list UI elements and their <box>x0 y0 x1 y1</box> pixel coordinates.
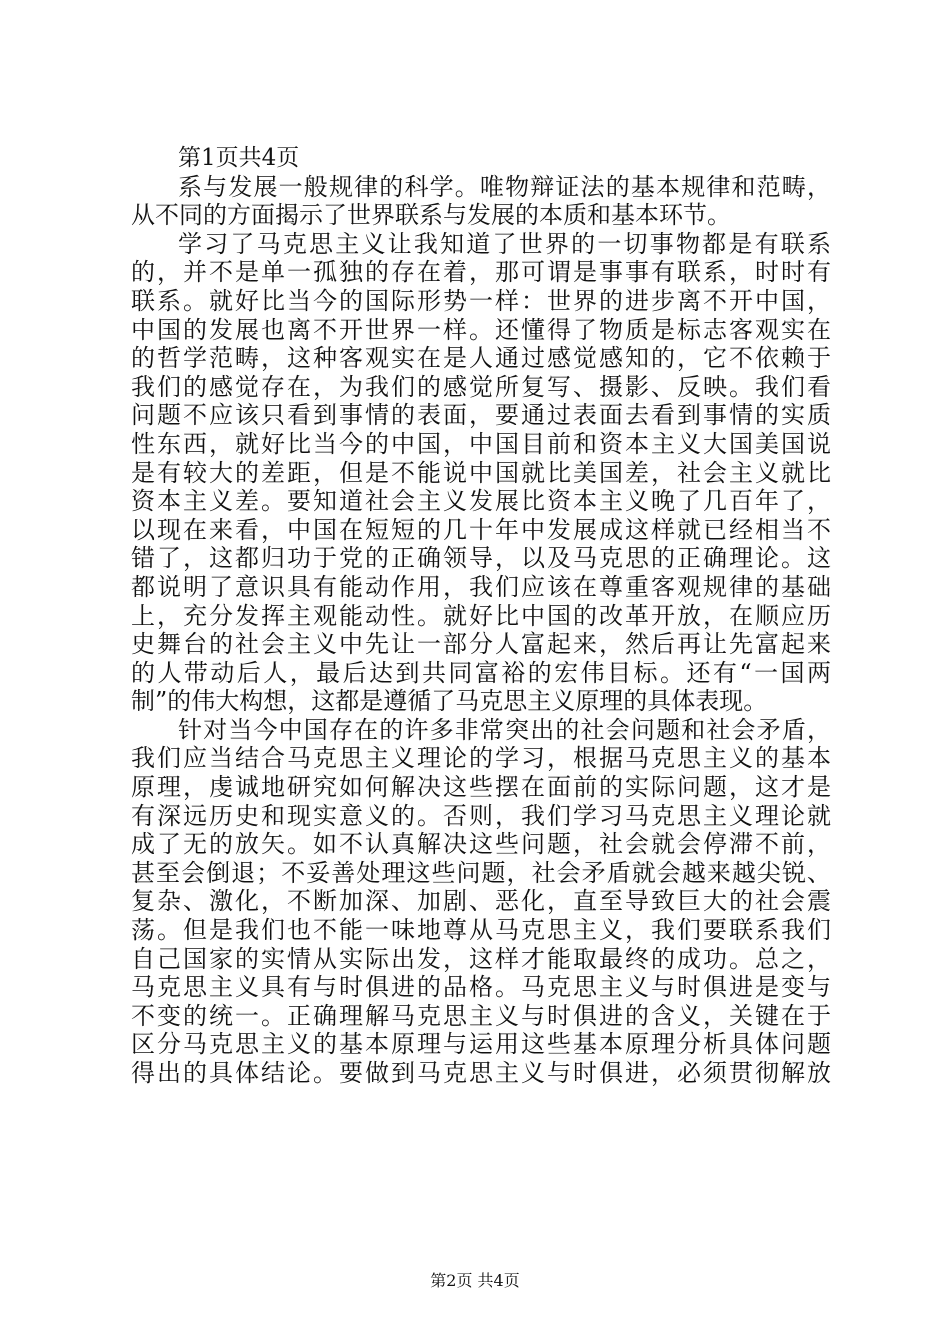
text-line: 复杂、激化，不断加深、加剧、恶化，直至导致巨大的社会震 <box>131 887 831 916</box>
text-line: 马克思主义具有与时俱进的品格。马克思主义与时俱进是变与 <box>131 973 831 1002</box>
text-line: 制”的伟大构想，这都是遵循了马克思主义原理的具体表现。 <box>131 687 768 716</box>
text-line: 自己国家的实情从实际出发，这样才能取最终的成功。总之， <box>131 944 831 973</box>
text-line: 都说明了意识具有能动作用，我们应该在尊重客观规律的基础 <box>131 572 831 601</box>
text-line: 我们的感觉存在，为我们的感觉所复写、摄影、反映。我们看 <box>131 372 831 401</box>
paragraphs <box>131 173 831 1088</box>
text-line: 资本主义差。要知道社会主义发展比资本主义晚了几百年了， <box>131 487 831 516</box>
text-line: 我们应当结合马克思主义理论的学习，根据马克思主义的基本 <box>131 744 831 773</box>
text-line: 以现在来看，中国在短短的几十年中发展成这样就已经相当不 <box>131 515 831 544</box>
text-line: 学习了马克思主义让我知道了世界的一切事物都是有联系 <box>178 229 831 258</box>
text-line: 的人带动后人，最后达到共同富裕的宏伟目标。还有“一国两 <box>131 658 831 687</box>
paragraph <box>131 230 831 716</box>
text-line: 甚至会倒退；不妥善处理这些问题，社会矛盾就会越来越尖锐、 <box>131 858 831 887</box>
page-footer: 第2页 共4页 <box>430 1271 520 1290</box>
text-line: 区分马克思主义的基本原理与运用这些基本原理分析具体问题 <box>131 1030 831 1059</box>
text-line: 是有较大的差距，但是不能说中国就比美国差，社会主义就比 <box>131 458 831 487</box>
text-line: 从不同的方面揭示了世界联系与发展的本质和基本环节。 <box>131 201 731 230</box>
text-line: 荡。但是我们也不能一味地尊从马克思主义，我们要联系我们 <box>131 916 831 945</box>
paragraph <box>131 716 831 1088</box>
text-line: 错了，这都归功于党的正确领导，以及马克思的正确理论。这 <box>131 544 831 573</box>
document-body <box>131 144 831 1088</box>
text-line: 的哲学范畴，这种客观实在是人通过感觉感知的，它不依赖于 <box>131 344 831 373</box>
text-line: 成了无的放矢。如不认真解决这些问题，社会就会停滞不前， <box>131 830 831 859</box>
paragraph <box>131 173 831 230</box>
text-line: 有深远历史和现实意义的。否则，我们学习马克思主义理论就 <box>131 801 831 830</box>
page-marker: 第1页共4页 <box>178 145 300 171</box>
text-line: 上，充分发挥主观能动性。就好比中国的改革开放，在顺应历 <box>131 601 831 630</box>
text-line: 史舞台的社会主义中先让一部分人富起来，然后再让先富起来 <box>131 630 831 659</box>
text-line: 的，并不是单一孤独的存在着，那可谓是事事有联系，时时有 <box>131 258 831 287</box>
text-line: 针对当今中国存在的许多非常突出的社会问题和社会矛盾， <box>178 715 831 744</box>
text-line: 系与发展一般规律的科学。唯物辩证法的基本规律和范畴， <box>178 172 831 201</box>
text-line: 中国的发展也离不开世界一样。还懂得了物质是标志客观实在 <box>131 315 831 344</box>
text-line: 原理，虔诚地研究如何解决这些摆在面前的实际问题，这才是 <box>131 773 831 802</box>
text-line: 不变的统一。正确理解马克思主义与时俱进的含义，关键在于 <box>131 1001 831 1030</box>
text-line: 联系。就好比当今的国际形势一样：世界的进步离不开中国， <box>131 286 831 315</box>
text-line: 得出的具体结论。要做到马克思主义与时俱进，必须贯彻解放 <box>131 1059 831 1087</box>
text-line: 问题不应该只看到事情的表面，要通过表面去看到事情的实质 <box>131 401 831 430</box>
text-line: 性东西，就好比当今的中国，中国目前和资本主义大国美国说 <box>131 429 831 458</box>
